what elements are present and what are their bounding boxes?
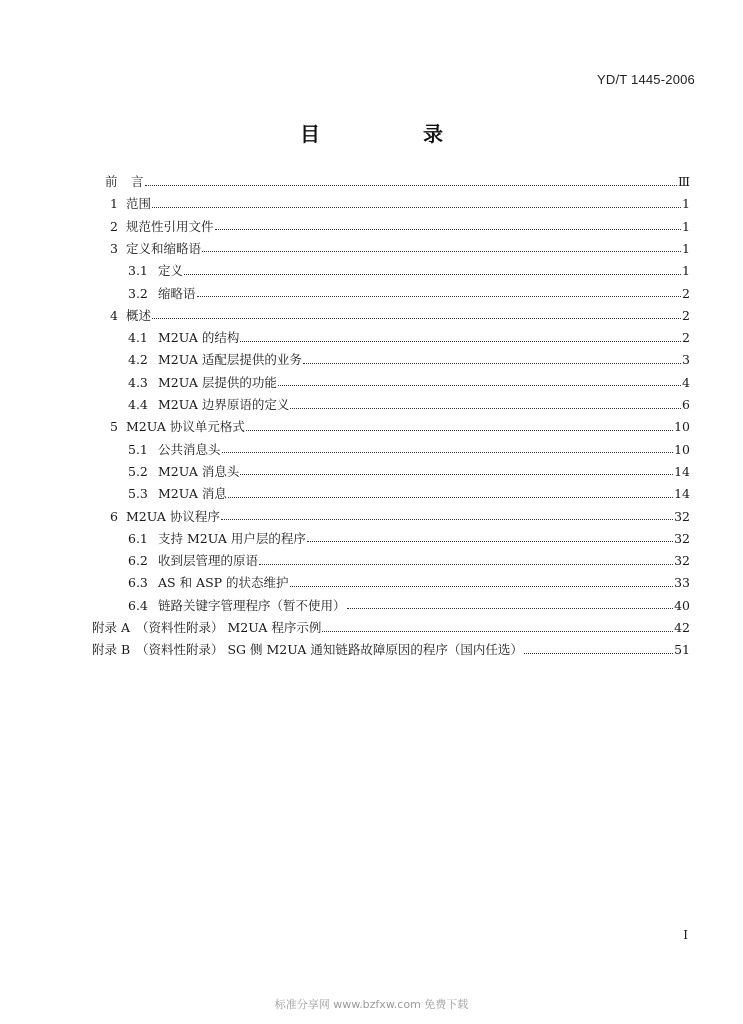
toc-entry[interactable] xyxy=(110,194,690,214)
toc-leader-dots xyxy=(307,541,673,542)
toc-entry-page: 33 xyxy=(674,575,690,591)
toc-entry-page: 14 xyxy=(674,463,690,479)
toc-entry-page: 32 xyxy=(674,508,690,524)
toc-entry-label: M2UA 适配层提供的业务 xyxy=(158,352,302,368)
toc-entry-number: 2 xyxy=(110,218,118,234)
toc-entry-page: 51 xyxy=(674,642,690,658)
toc-entry[interactable] xyxy=(128,261,690,281)
toc-entry-number: 4 xyxy=(110,307,118,323)
toc-leader-dots xyxy=(184,274,681,275)
toc-entry[interactable] xyxy=(128,462,690,482)
toc-entry-number: 6.4 xyxy=(128,597,148,613)
toc-entry-number: 4.4 xyxy=(128,397,148,412)
toc-entry-page: 1 xyxy=(682,263,690,279)
toc-entry-label: M2UA 消息 xyxy=(158,486,227,502)
toc-entry-number: 6.1 xyxy=(128,530,148,546)
toc-entry-page: 2 xyxy=(682,285,690,301)
toc-entry-number: 3 xyxy=(110,240,118,256)
toc-entry-page: 42 xyxy=(674,620,690,635)
toc-entry-label: 范围 xyxy=(126,196,152,212)
toc-entry-number: 6 xyxy=(110,508,118,524)
toc-entry-label: M2UA 消息头 xyxy=(158,463,240,479)
toc-entry-page: 10 xyxy=(674,441,690,457)
toc-entry[interactable] xyxy=(128,350,690,370)
toc-entry-number: 6.3 xyxy=(128,575,148,591)
toc-leader-dots xyxy=(240,341,681,342)
toc-entry[interactable] xyxy=(128,484,690,504)
toc-entry-label: 链路关键字管理程序（暂不使用） xyxy=(158,597,346,613)
toc-entry[interactable] xyxy=(92,640,690,660)
toc-entry-number: 3.1 xyxy=(128,263,148,279)
toc-entry-page: 4 xyxy=(682,374,690,390)
toc-entry-label: 概述 xyxy=(126,307,152,323)
toc-leader-dots xyxy=(152,318,681,319)
toc-entry[interactable] xyxy=(110,239,690,259)
toc-entry-page: Ⅲ xyxy=(677,174,690,189)
toc-entry-number: 附录 B xyxy=(92,642,131,658)
toc-entry[interactable] xyxy=(92,618,690,638)
toc-leader-dots xyxy=(303,363,681,364)
toc-leader-dots xyxy=(290,586,674,587)
toc-entry-page: 3 xyxy=(682,352,690,368)
toc-entry-label: 规范性引用文件 xyxy=(126,218,214,234)
toc-leader-dots xyxy=(221,519,673,520)
toc-entry-label: 定义和缩略语 xyxy=(126,240,202,256)
toc-leader-dots xyxy=(524,653,673,654)
toc-entry-page: 10 xyxy=(674,419,690,435)
toc-entry-page: 1 xyxy=(682,196,690,212)
toc-entry[interactable] xyxy=(110,306,690,326)
toc-entry-number: 1 xyxy=(110,196,118,212)
page-number: I xyxy=(683,928,688,942)
toc-entry[interactable] xyxy=(110,507,690,527)
toc-entry-number: 前 xyxy=(105,174,118,189)
toc-leader-dots xyxy=(228,497,673,498)
toc-entry-page: 1 xyxy=(682,218,690,234)
toc-leader-dots xyxy=(322,631,673,632)
toc-entry-label: 言 xyxy=(131,174,144,189)
toc-leader-dots xyxy=(246,430,673,431)
toc-entry-page: 32 xyxy=(674,553,690,569)
toc-entry-label: AS 和 ASP 的状态维护 xyxy=(158,575,289,591)
toc-entry-page: 40 xyxy=(674,597,690,613)
toc-leader-dots xyxy=(202,251,681,252)
toc-leader-dots xyxy=(197,296,682,297)
toc-entry-number: 5.1 xyxy=(128,441,148,457)
toc-entry-number: 3.2 xyxy=(128,285,148,301)
toc-entry-label: （资料性附录） SG 侧 M2UA 通知链路故障原因的程序（国内任选） xyxy=(136,642,523,658)
toc-entry-number: 4.3 xyxy=(128,374,148,390)
toc-entry[interactable] xyxy=(128,440,690,460)
toc-entry-page: 14 xyxy=(674,486,690,502)
toc-entry-number: 5.3 xyxy=(128,486,148,502)
toc-entry-label: 收到层管理的原语 xyxy=(158,553,259,569)
toc-entry-page: 2 xyxy=(682,330,690,346)
toc-entry-label: 定义 xyxy=(158,263,184,279)
toc-entry-page: 1 xyxy=(682,240,690,256)
toc-leader-dots xyxy=(145,185,677,186)
toc-entry-number: 附录 A xyxy=(92,620,131,635)
toc-entry-number: 5 xyxy=(110,419,118,435)
toc-entry-label: 支持 M2UA 用户层的程序 xyxy=(158,530,306,546)
watermark: 标准分享网 www.bzfxw.com 免费下载 xyxy=(274,998,469,1011)
toc-entry-label: 缩略语 xyxy=(158,285,196,301)
toc-entry-label: M2UA 层提供的功能 xyxy=(158,374,277,390)
toc-entry-label: （资料性附录） M2UA 程序示例 xyxy=(136,620,322,635)
toc-entry-page: 6 xyxy=(682,397,690,412)
toc-entry[interactable] xyxy=(128,284,690,304)
toc-entry-number: 5.2 xyxy=(128,463,148,479)
toc-leader-dots xyxy=(290,408,681,409)
standard-code: YD/T 1445-2006 xyxy=(597,72,695,87)
toc-entry-label: M2UA 协议单元格式 xyxy=(126,419,245,435)
toc-entry-label: M2UA 协议程序 xyxy=(126,508,220,524)
toc-entry-page: 2 xyxy=(682,307,690,323)
toc-leader-dots xyxy=(215,229,682,230)
toc-entry-number: 4.2 xyxy=(128,352,148,368)
toc-entry[interactable] xyxy=(128,596,690,616)
toc-leader-dots xyxy=(222,452,674,453)
page-title: 目 录 xyxy=(300,122,491,146)
toc-leader-dots xyxy=(278,385,681,386)
toc-entry[interactable] xyxy=(128,551,690,571)
toc-entry-number: 6.2 xyxy=(128,553,148,569)
toc-entry[interactable] xyxy=(110,417,690,437)
toc-entry[interactable] xyxy=(128,373,690,393)
toc-entry-page: 32 xyxy=(674,530,690,546)
toc-leader-dots xyxy=(347,608,674,609)
toc-leader-dots xyxy=(259,564,673,565)
toc-leader-dots xyxy=(152,207,681,208)
toc-entry[interactable] xyxy=(128,529,690,549)
toc-entry-label: M2UA 的结构 xyxy=(158,330,240,346)
toc-entry[interactable] xyxy=(110,217,690,237)
toc-entry-label: M2UA 边界原语的定义 xyxy=(158,397,290,412)
toc-entry-label: 公共消息头 xyxy=(158,441,221,457)
toc-entry[interactable] xyxy=(128,328,690,348)
toc-entry[interactable] xyxy=(128,573,690,593)
toc-entry[interactable] xyxy=(105,172,690,192)
toc-entry[interactable] xyxy=(128,395,690,415)
toc-entry-number: 4.1 xyxy=(128,330,148,346)
toc-leader-dots xyxy=(240,474,673,475)
